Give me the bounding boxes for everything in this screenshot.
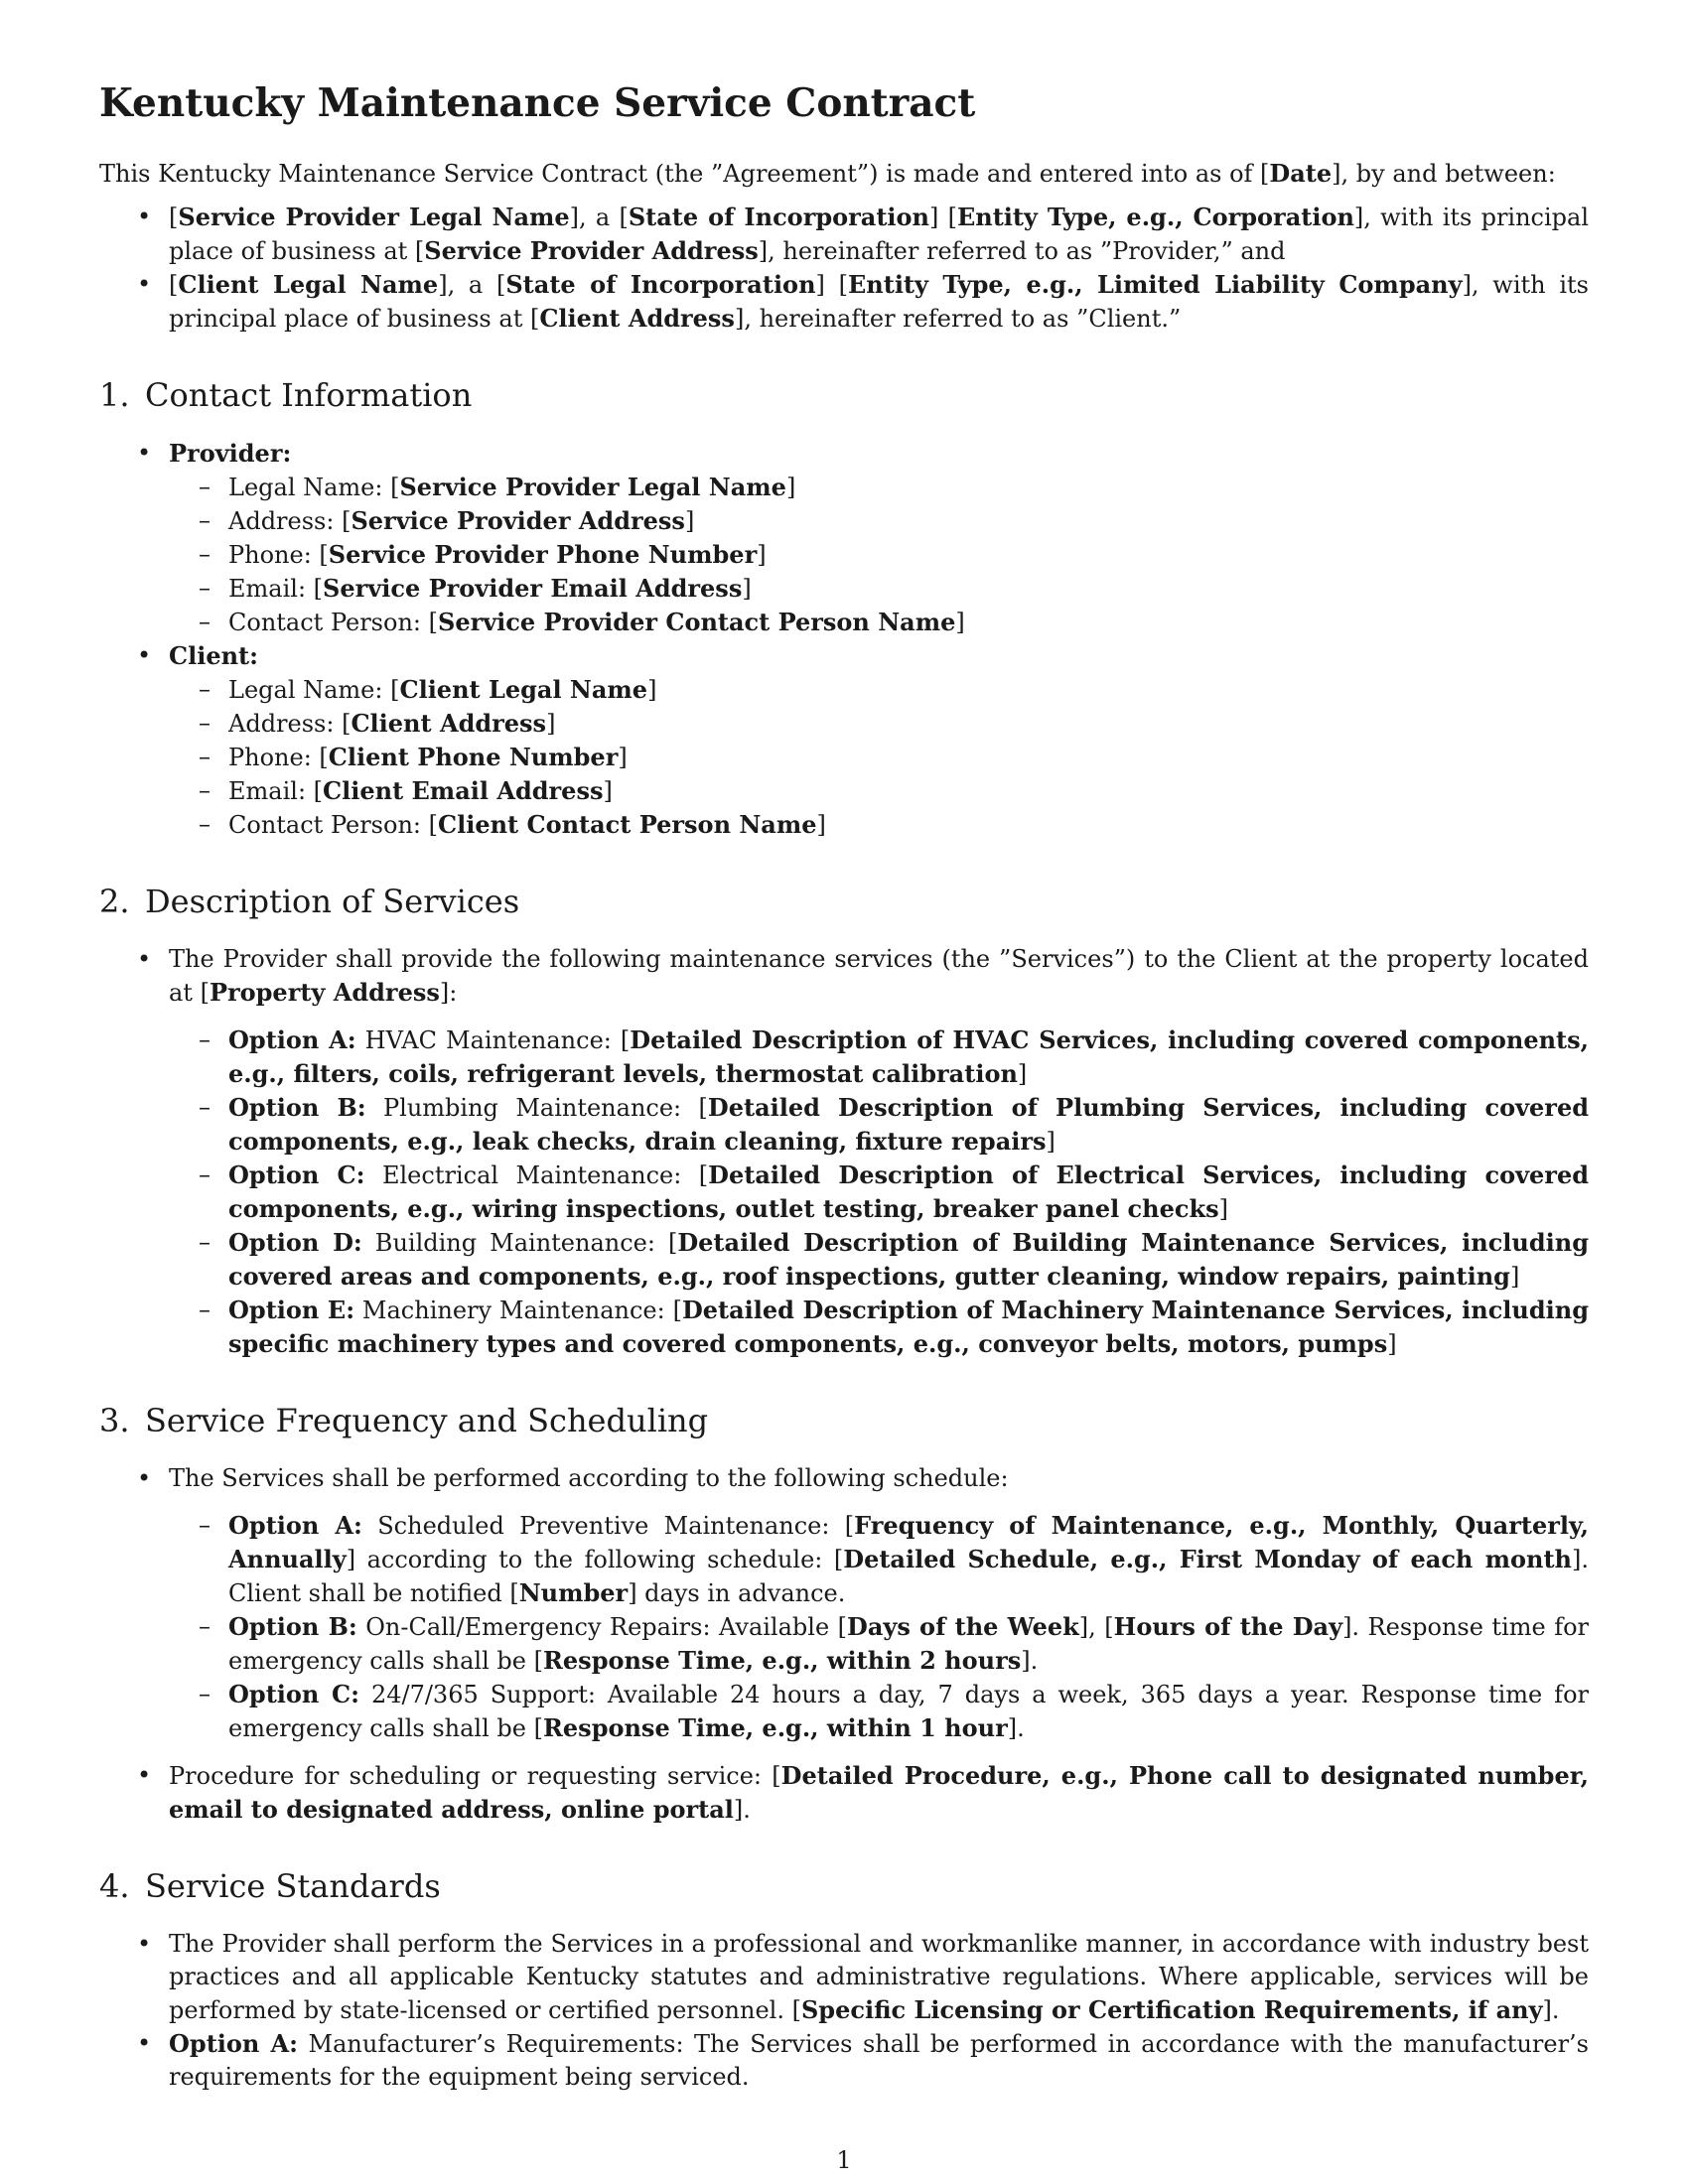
service-options (169, 1024, 1589, 1361)
section-heading-contact-information: 1. Contact Information (99, 376, 473, 414)
list-item: – Option D: Building Maintenance: [Detailed Description of Building Maintenance Services, including covered areas and components, e.g., roof inspections, gutter cleaning, window repairs, painting] (169, 1226, 1589, 1294)
section-heading-service-frequency: 3. Service Frequency and Scheduling (99, 1402, 709, 1439)
client-contact-rows (169, 673, 1589, 842)
page-number: 1 (836, 2146, 852, 2174)
services-intro: • The Provider shall provide the following maintenance services (the ”Services”) to the Client at the property located at [Property Address]: – Option A: HVAC Maintenance: [Detailed Description of HVAC Services, including covered components, e.g., filters, coils, refrigerant levels, thermostat calibration] – Option B: Plumbing Maintenance: [Detailed Description of Plumbing Services, including covered components, e.g., leak checks, drain cleaning, fixture repairs] – Option C: Electrical Maintenance: [Detailed Description of Electrical Services, including covered components, e.g., wiring inspections, outlet testing, breaker panel checks] – Option D: Building Maintenance: [Detailed Description of Building Maintenance Services, including covered areas and components, e.g., roof inspections, gutter cleaning, window repairs, painting] – Option E: Machinery Maintenance: [Detailed Description of Machinery Maintenance Services, including specific machinery types and covered components, e.g., conveyor belts, motors, pumps] (99, 943, 1589, 1361)
intro-paragraph: This Kentucky Maintenance Service Contract (the ”Agreement”) is made and entered into as of [Date], by and between: (99, 159, 1556, 188)
list-item: – Option C: 24/7/365 Support: Available 24 hours a day, 7 days a week, 365 days a year. Response time for emergency calls shall be [Response Time, e.g., within 1 hour]. (169, 1678, 1589, 1745)
list-item: – Contact Person: [Service Provider Contact Person Name] (169, 606, 1589, 639)
section-heading-service-standards: 4. Service Standards (99, 1867, 441, 1905)
list-item: – Option A: HVAC Maintenance: [Detailed Description of HVAC Services, including covered components, e.g., filters, coils, refrigerant levels, thermostat calibration] (169, 1024, 1589, 1091)
services-list (99, 943, 1589, 1361)
parties-list (99, 201, 1589, 336)
standards-professional: • The Provider shall perform the Services in a professional and workmanlike manner, in accordance with industry best practices and all applicable Kentucky statutes and administrative regulations. Where applicable, services will be performed by state-licensed or certified personnel. [Specific Licensing or Certification Requirements, if any]. (99, 1928, 1589, 2027)
standards-option-a: • Option A: Manufacturer’s Requirements: The Services shall be performed in accordance with the manufacturer’s requirements for the equipment being serviced. (99, 2027, 1589, 2094)
list-item: – Address: [Service Provider Address] (169, 504, 1589, 538)
list-item: – Email: [Client Email Address] (169, 774, 1589, 808)
scheduling-procedure: • Procedure for scheduling or requesting service: [Detailed Procedure, e.g., Phone call to designated number, email to designated address, online portal]. (99, 1759, 1589, 1827)
list-item: – Legal Name: [Service Provider Legal Name] (169, 471, 1589, 504)
list-item: – Phone: [Service Provider Phone Number] (169, 538, 1589, 572)
document-title: Kentucky Maintenance Service Contract (99, 80, 976, 126)
section-heading-description-of-services: 2. Description of Services (99, 883, 520, 920)
list-item: – Email: [Service Provider Email Address] (169, 572, 1589, 606)
frequency-options (169, 1509, 1589, 1745)
list-item: – Legal Name: [Client Legal Name] (169, 673, 1589, 707)
list-item: – Option B: Plumbing Maintenance: [Detailed Description of Plumbing Services, including covered components, e.g., leak checks, drain cleaning, fixture repairs] (169, 1091, 1589, 1159)
contact-provider: • Provider: – Legal Name: [Service Provider Legal Name] – Address: [Service Provider Address] – Phone: [Service Provider Phone Number] – Email: [Service Provider Email Address] – Contact Person: [Service Provider Contact Person Name] (99, 437, 1589, 639)
contact-list (99, 437, 1589, 842)
list-item: – Option B: On-Call/Emergency Repairs: Available [Days of the Week], [Hours of the Day]. Response time for emergency calls shall be [Response Time, e.g., within 2 hours]. (169, 1610, 1589, 1678)
frequency-list (99, 1462, 1589, 1827)
list-item: – Contact Person: [Client Contact Person Name] (169, 808, 1589, 842)
party-client: • [Client Legal Name], a [State of Incorporation] [Entity Type, e.g., Limited Liability Company], with its principal place of business at [Client Address], hereinafter referred to as ”Client.” (99, 268, 1589, 336)
list-item: – Option E: Machinery Maintenance: [Detailed Description of Machinery Maintenance Services, including specific machinery types and covered components, e.g., conveyor belts, motors, pumps] (169, 1294, 1589, 1361)
list-item: – Option C: Electrical Maintenance: [Detailed Description of Electrical Services, including covered components, e.g., wiring inspections, outlet testing, breaker panel checks] (169, 1159, 1589, 1226)
list-item: – Phone: [Client Phone Number] (169, 741, 1589, 774)
document-page (99, 79, 1589, 2094)
contact-client: • Client: – Legal Name: [Client Legal Name] – Address: [Client Address] – Phone: [Client Phone Number] – Email: [Client Email Address] – Contact Person: [Client Contact Person Name] (99, 639, 1589, 842)
standards-list (99, 1928, 1589, 2094)
provider-contact-rows (169, 471, 1589, 639)
frequency-intro: • The Services shall be performed according to the following schedule: – Option A: Scheduled Preventive Maintenance: [Frequency of Maintenance, e.g., Monthly, Quarterly, Annually] according to the following schedule: [Detailed Schedule, e.g., First Monday of each month]. Client shall be notified [Number] days in advance. – Option B: On-Call/Emergency Repairs: Available [Days of the Week], [Hours of the Day]. Response time for emergency calls shall be [Response Time, e.g., within 2 hours]. – Option C: 24/7/365 Support: Available 24 hours a day, 7 days a week, 365 days a year. Response time for emergency calls shall be [Response Time, e.g., within 1 hour]. (99, 1462, 1589, 1745)
list-item: – Address: [Client Address] (169, 707, 1589, 741)
list-item: – Option A: Scheduled Preventive Maintenance: [Frequency of Maintenance, e.g., Monthly, Quarterly, Annually] according to the following schedule: [Detailed Schedule, e.g., First Monday of each month]. Client shall be notified [Number] days in advance. (169, 1509, 1589, 1610)
party-provider: • [Service Provider Legal Name], a [State of Incorporation] [Entity Type, e.g., Corporation], with its principal place of business at [Service Provider Address], hereinafter referred to as ”Provider,” and (99, 201, 1589, 268)
